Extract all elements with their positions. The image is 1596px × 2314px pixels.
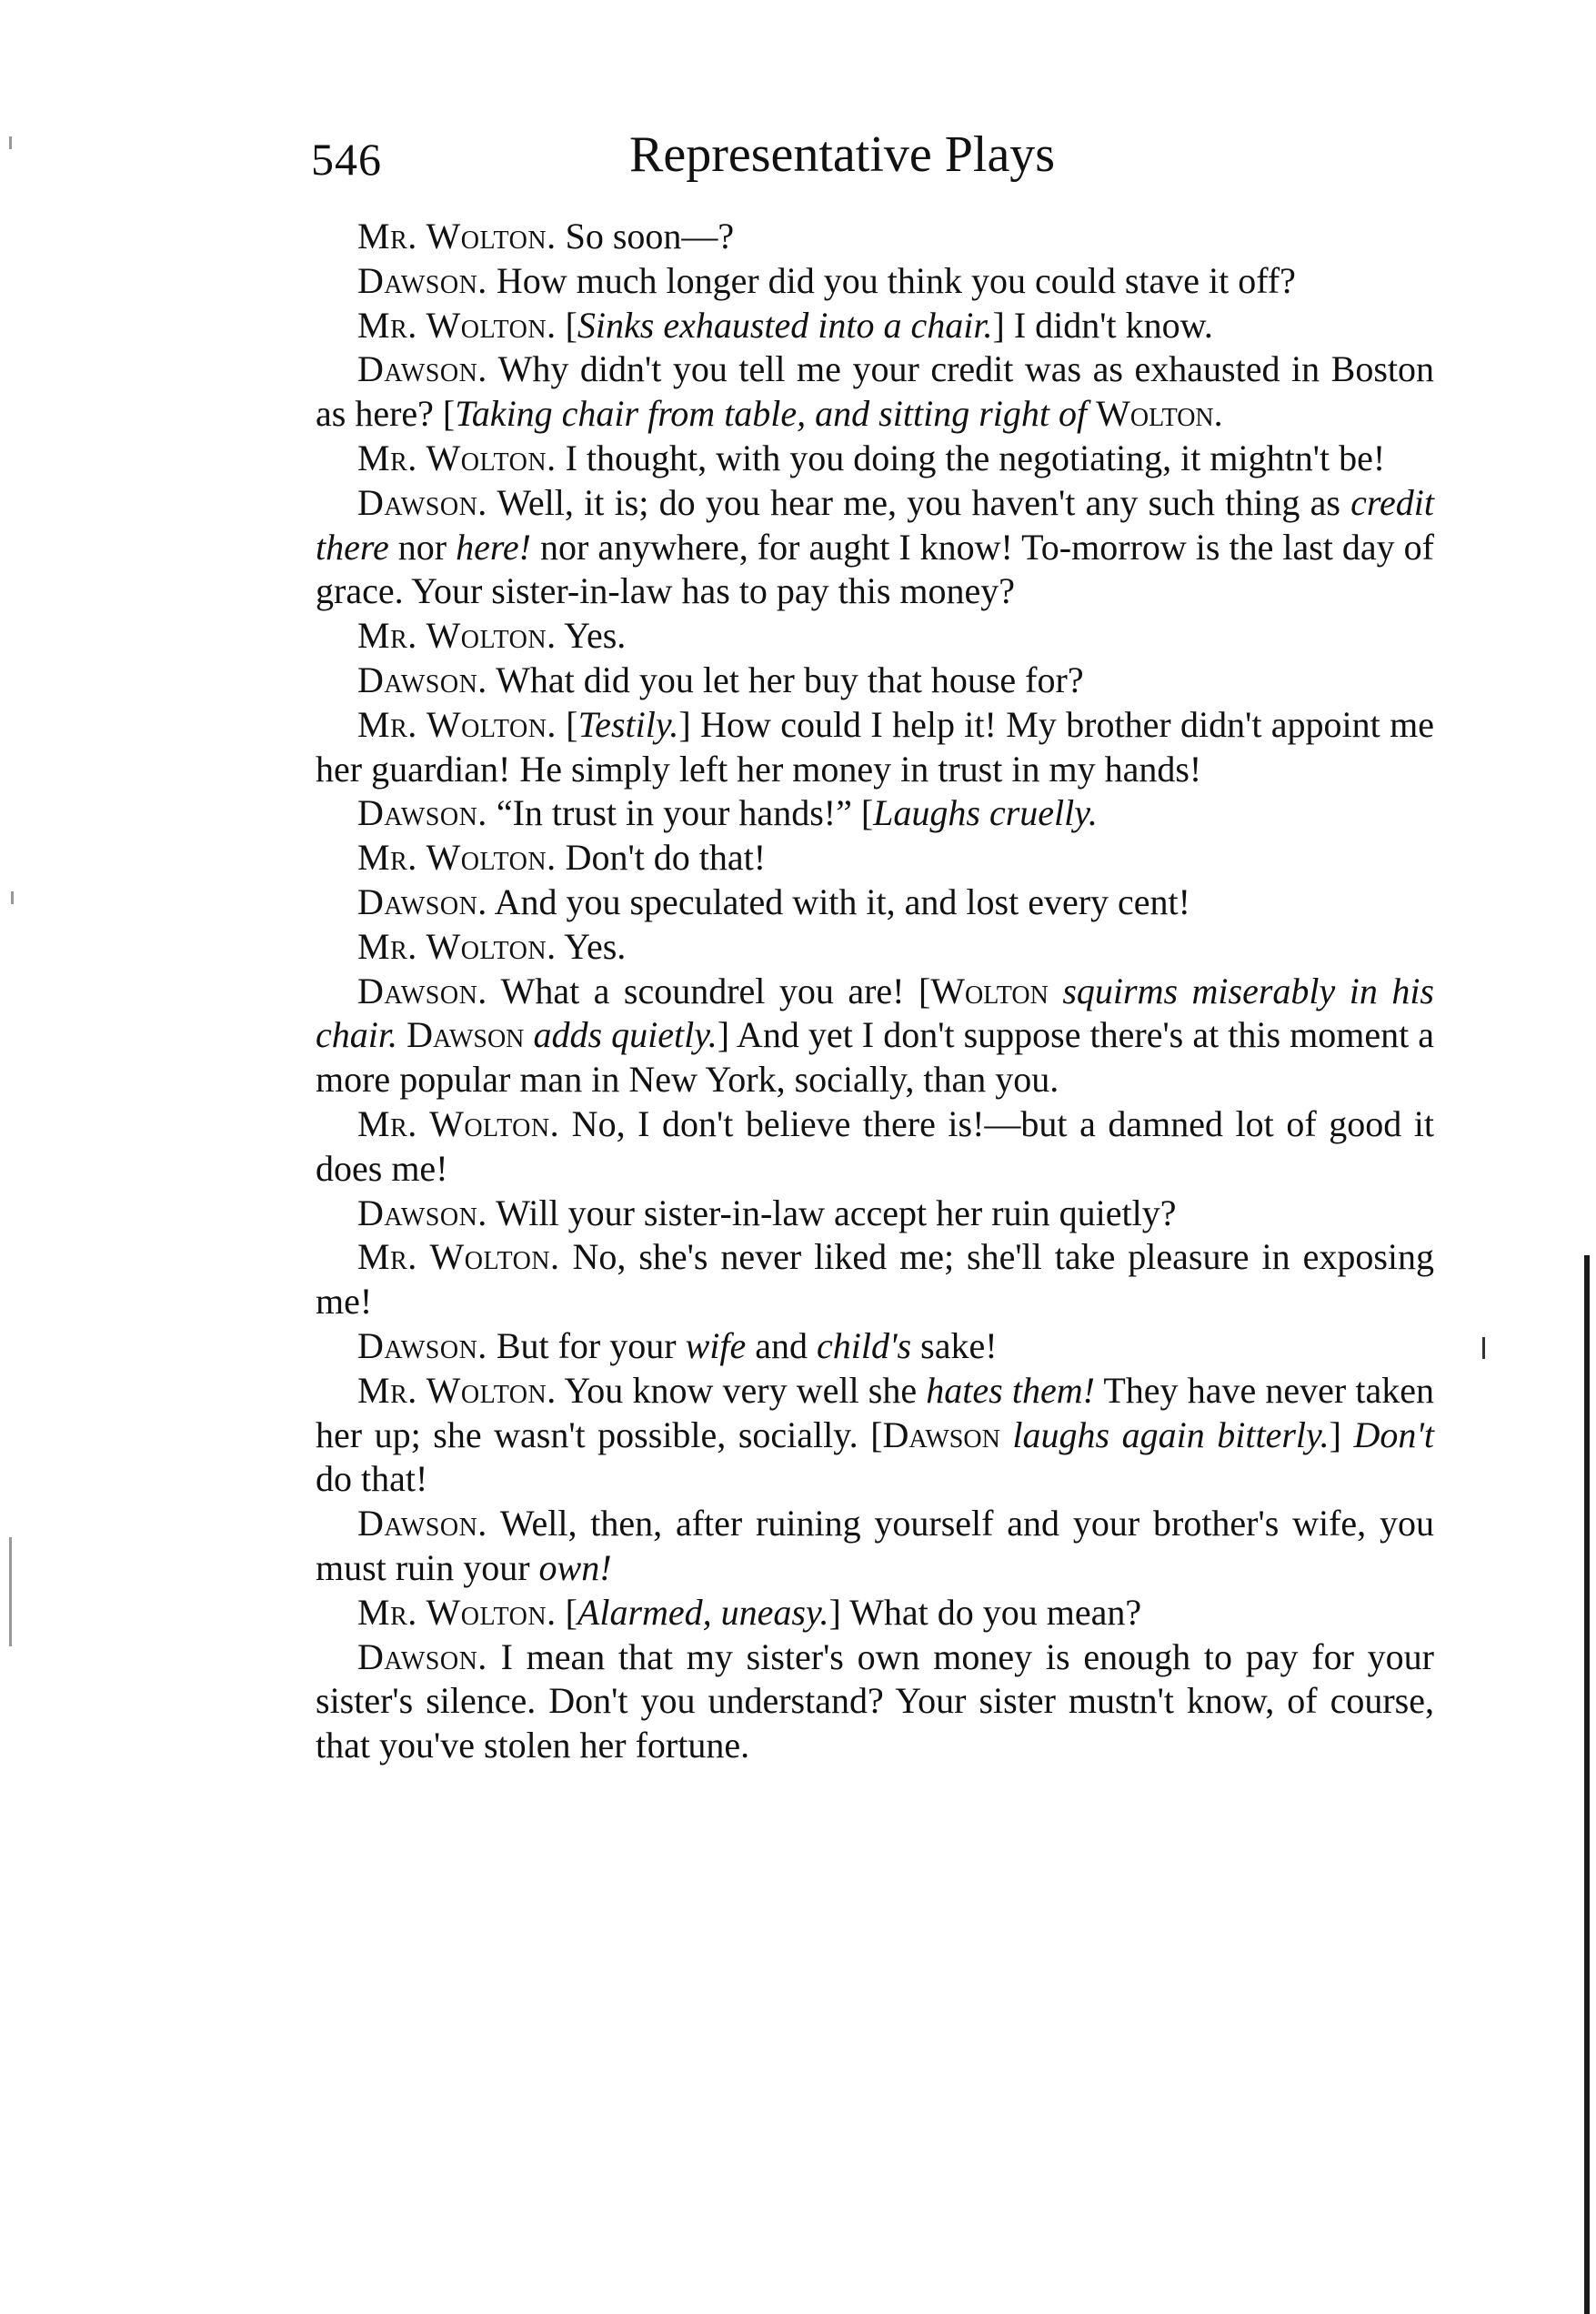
speech-text: Why didn't you tell me your credit was as exhausted in Boston as here? [ bbox=[316, 348, 1434, 435]
speech-paragraph bbox=[316, 880, 1434, 925]
speech-paragraph bbox=[316, 1591, 1434, 1635]
speech-text: Yes. bbox=[556, 925, 627, 967]
speaker-name: Dawson. bbox=[357, 1635, 487, 1677]
margin-speck bbox=[1482, 1337, 1485, 1359]
speech-paragraph bbox=[316, 1102, 1434, 1192]
page-number: 546 bbox=[311, 134, 382, 185]
speaker-name: Mr. Wolton. bbox=[357, 925, 557, 967]
speaker-name: Mr. Wolton. bbox=[357, 1102, 560, 1144]
speech-paragraph bbox=[316, 304, 1434, 348]
speech-paragraph bbox=[316, 970, 1434, 1102]
speech-paragraph bbox=[316, 836, 1434, 880]
speech-text: ] bbox=[1329, 1414, 1354, 1455]
speech-text bbox=[397, 1014, 407, 1055]
speech-text: They have never taken her up; she wasn't possible, socially. [ bbox=[316, 1369, 1434, 1455]
speech-text: But for your bbox=[487, 1324, 686, 1366]
speech-text: I mean that my sister's own money is enough to pay for your sister's silence. Don't you understand? Your sister mustn't know, of course, that you've stolen her fortune. bbox=[316, 1635, 1434, 1766]
speaker-name: Dawson. bbox=[357, 659, 487, 700]
character-name: Wolton bbox=[930, 970, 1049, 1011]
speech-text: Well, it is; do you hear me, you haven't any such thing as bbox=[487, 481, 1351, 523]
stage-direction: Testily. bbox=[577, 703, 679, 745]
speech-paragraph bbox=[316, 481, 1434, 614]
speech-text: So soon—? bbox=[556, 216, 735, 257]
speaker-name: Mr. Wolton. bbox=[357, 837, 557, 879]
speaker-name: Mr. Wolton. bbox=[357, 703, 557, 745]
speech-text: No, she's never liked me; she'll take pleasure in exposing me! bbox=[316, 1236, 1435, 1323]
speech-text: ] How could I help it! My brother didn't appoint me her guardian! He simply left her money in trust in my hands! bbox=[316, 703, 1434, 790]
speaker-name: Mr. Wolton. bbox=[357, 1591, 557, 1633]
play-dialogue bbox=[316, 215, 1434, 1768]
speech-paragraph bbox=[316, 659, 1434, 703]
stage-direction: squirms miserably in his chair. bbox=[316, 970, 1434, 1056]
stage-direction: adds quietly. bbox=[533, 1014, 718, 1056]
page-header bbox=[311, 126, 1439, 198]
speaker-name: Dawson. bbox=[357, 970, 487, 1011]
speech-paragraph bbox=[316, 215, 1434, 259]
speaker-name: Dawson. bbox=[357, 1324, 487, 1366]
speaker-name: Mr. Wolton. bbox=[357, 304, 557, 346]
speech-text: [ bbox=[556, 703, 578, 745]
character-name: Wolton bbox=[1096, 393, 1214, 435]
running-title: Representative Plays bbox=[629, 126, 1056, 183]
speech-text: nor anywhere, for aught I know! To-morrow is the last day of grace. Your sister-in-law has to pay this money? bbox=[316, 526, 1435, 612]
stage-direction: hates them! bbox=[926, 1369, 1095, 1411]
stage-direction: laughs again bitterly. bbox=[1012, 1414, 1330, 1455]
speaker-name: Mr. Wolton. bbox=[357, 216, 557, 257]
character-name: Dawson bbox=[407, 1014, 525, 1056]
speech-paragraph bbox=[316, 1369, 1434, 1502]
margin-speck bbox=[9, 136, 12, 149]
speech-text bbox=[1049, 971, 1062, 1011]
speech-text: ] What do you mean? bbox=[828, 1591, 1142, 1633]
speech-text: You know very well she bbox=[556, 1369, 927, 1411]
stage-direction: here! bbox=[456, 526, 531, 568]
speaker-name: Mr. Wolton. bbox=[357, 615, 557, 657]
page-edge-line bbox=[1584, 1255, 1590, 2314]
speaker-name: Dawson. bbox=[357, 1503, 487, 1544]
speech-text bbox=[1087, 393, 1096, 434]
speech-text: How much longer did you think you could stave it off? bbox=[487, 259, 1296, 301]
speech-text: And you speculated with it, and lost every cent! bbox=[487, 880, 1190, 922]
speech-text: What did you let her buy that house for? bbox=[487, 659, 1084, 700]
speaker-name: Dawson. bbox=[357, 348, 487, 390]
speech-paragraph bbox=[316, 1192, 1434, 1236]
speech-text: What a scoundrel you are! [ bbox=[487, 970, 931, 1011]
speech-text: nor bbox=[388, 526, 457, 568]
speech-text bbox=[1000, 1414, 1013, 1455]
speaker-name: Dawson. bbox=[357, 259, 487, 301]
speech-text: and bbox=[746, 1324, 818, 1366]
speech-text: ] I didn't know. bbox=[992, 304, 1213, 346]
speech-text: No, I don't believe there is!—but a damned lot of good it does me! bbox=[316, 1102, 1434, 1189]
speech-paragraph bbox=[316, 925, 1434, 970]
speech-text: . bbox=[1213, 393, 1223, 435]
stage-direction: Taking chair from table, and sitting right of bbox=[455, 393, 1088, 435]
speech-paragraph bbox=[316, 347, 1434, 437]
speaker-name: Dawson. bbox=[357, 481, 487, 523]
speech-text: [ bbox=[556, 1591, 577, 1633]
stage-direction: own! bbox=[538, 1546, 612, 1588]
speech-text: Will your sister-in-law accept her ruin quietly? bbox=[487, 1192, 1177, 1233]
character-name: Dawson bbox=[882, 1414, 1000, 1455]
margin-speck bbox=[11, 891, 14, 904]
stage-direction: Laughs cruelly. bbox=[873, 792, 1098, 834]
speech-paragraph bbox=[316, 259, 1434, 304]
stage-direction: credit there bbox=[316, 481, 1434, 568]
stage-direction: Don't bbox=[1353, 1414, 1434, 1455]
speech-paragraph bbox=[316, 791, 1434, 836]
speech-text: Don't do that! bbox=[556, 837, 767, 879]
margin-speck bbox=[9, 1537, 12, 1646]
speech-paragraph bbox=[316, 1635, 1434, 1768]
speech-paragraph bbox=[316, 703, 1434, 792]
speech-paragraph bbox=[316, 614, 1434, 659]
speech-text: I thought, with you doing the negotiating, it mightn't be! bbox=[556, 437, 1386, 478]
speech-text: do that! bbox=[316, 1458, 428, 1500]
speech-paragraph bbox=[316, 1324, 1434, 1369]
speech-paragraph bbox=[316, 1235, 1434, 1324]
stage-direction: wife bbox=[685, 1324, 747, 1366]
speaker-name: Mr. Wolton. bbox=[357, 1236, 560, 1278]
speech-text: Yes. bbox=[556, 615, 627, 657]
speech-text: [ bbox=[556, 304, 577, 346]
speaker-name: Dawson. bbox=[357, 792, 487, 834]
speaker-name: Dawson. bbox=[357, 1192, 487, 1233]
speaker-name: Mr. Wolton. bbox=[357, 1369, 557, 1411]
speech-text: Well, then, after ruining yourself and your brother's wife, you must ruin your bbox=[316, 1503, 1434, 1588]
speech-text: “In trust in your hands!” [ bbox=[487, 792, 874, 834]
speaker-name: Dawson. bbox=[357, 880, 487, 922]
speech-paragraph bbox=[316, 1502, 1434, 1591]
speech-text: sake! bbox=[911, 1324, 998, 1366]
stage-direction: Alarmed, uneasy. bbox=[577, 1591, 829, 1633]
stage-direction: Sinks exhausted into a chair. bbox=[577, 304, 993, 346]
speech-text: ] And yet I don't suppose there's at this moment a more popular man in New York, socially, than you. bbox=[316, 1014, 1435, 1101]
speech-paragraph bbox=[316, 437, 1434, 481]
speaker-name: Mr. Wolton. bbox=[357, 437, 557, 478]
speech-text bbox=[524, 1014, 533, 1055]
stage-direction: child's bbox=[817, 1324, 912, 1366]
